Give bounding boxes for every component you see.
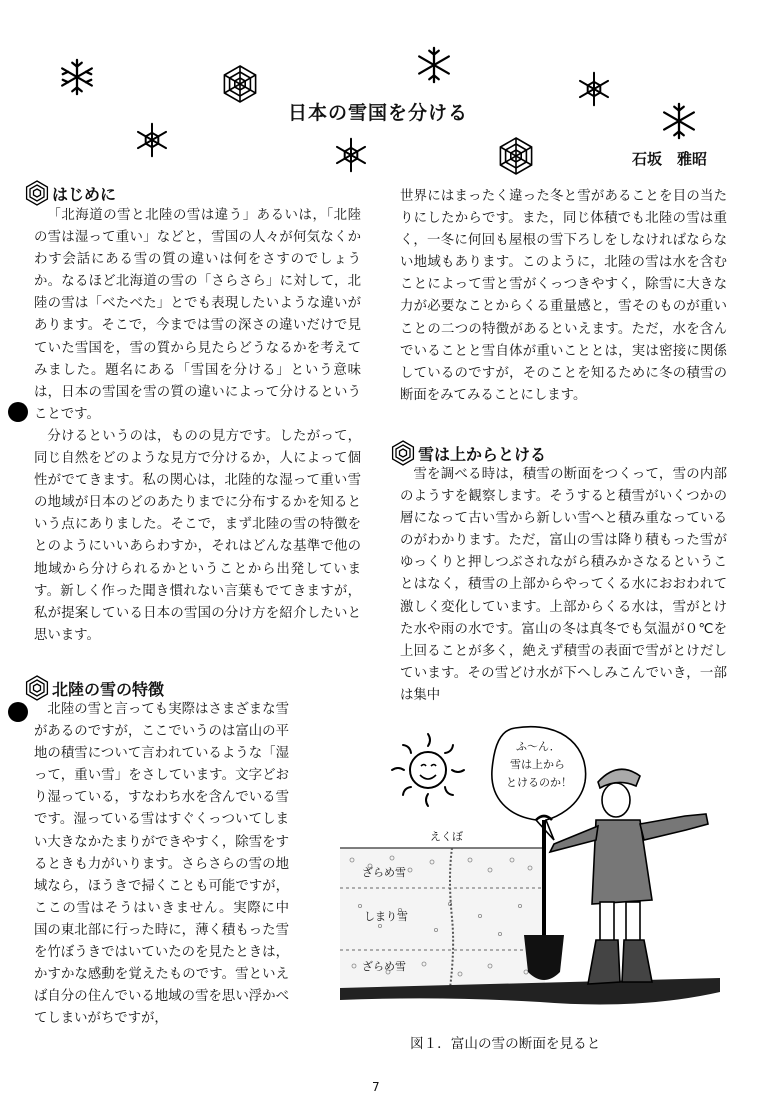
section-heading-text: 雪は上からとける: [418, 444, 547, 464]
snowflake-icon: [415, 46, 453, 84]
binder-hole: [8, 402, 28, 422]
figure-caption: 図１．富山の雪の断面を見ると: [410, 1036, 601, 1052]
melt-body: [400, 464, 727, 707]
right-continuation-body: [400, 186, 727, 407]
hexagon-bullet-icon: [24, 675, 50, 701]
paragraph: 世界にはまったく違った冬と雪があることを目の当たりにしたからです。また，同じ体積でも北陸の雪は重く，一冬に何回も屋根の雪下ろしをしなければならない地域もあります。このように，北陸の雪は水を含むことによって雪と雪がくっつきやすく，除雪に大きな力が必要なことからくる重量感と，雪そのものが重いことの二つの特徴があるといえます。ただ，水を含んでいることと雪自体が重いこととは，実は密接に関係しているのですが，そのことを知るために冬の積雪の断面をみてみることにします。: [400, 189, 727, 403]
snowflake-icon: [333, 137, 369, 173]
speech-line: 雪は上から: [510, 758, 565, 771]
paragraph: 北陸の雪と言っても実際はさまざまな雪があるのですが，ここでいうのは富山の平地の積雪について言われているような「湿って，重い雪」をさしています。文字どおり湿っている，すなわち水を含んでいる雪です。湿っている雪はすぐくっついてしまい大きなかたまりができやすく，除雪をするときも力がいります。さらさらの雪の地域なら，ほうきで掃くことも可能ですが，ここの雪はそうはいきません。実際に中国の東北部に行った時に，薄く積もった雪を竹ぼうきではいていたのを見たときは，かすかな感動を覚えたものです。雪といえば自分の住んでいる地域の雪を思い浮かべてしまいがちですが，: [34, 702, 289, 1027]
figure-label-ekubo: えくぼ: [430, 830, 463, 843]
paragraph: 分けるというのは，ものの見方です。したがって，同じ自然をどのような見方で分けるか，人によって個性がでてきます。私の関心は，北陸的な湿って重い雪の地域が日本のどのあたりまでに分布するかを知るという点にありました。そこで，まず北陸の雪の特徴をとのようにいいあらわすか，それはどんな基準で他の地域から分けられるかということから出発しています。新しく作った聞き慣れない言葉もでてきますが，私が提案している日本の雪国の分け方を紹介したいと思います。: [34, 428, 361, 643]
section-heading-text: 北陸の雪の特徴: [52, 679, 165, 699]
figure-label-shimari: しまり雪: [364, 910, 408, 923]
paragraph: 雪を調べる時は，積雪の断面をつくって，雪の内部のようすを観察します。そうすると積雪がいくつかの層になって古い雪から新しい雪へと積み重なっているのがわかります。ただ，富山の雪は降り積もった雪がゆっくりと押しつぶされながら積みかさなるということはなく，積雪の上部からやってくる水におおわれて激しく変化しています。上部からくる水は，雪がとけた水や雨の水です。富山の冬は真冬でも気温が０℃を上回ることが多く，絶えず積雪の表面で雪がとけだしています。その雪どけ水が下へしみこんでいき，一部は集中: [400, 467, 727, 703]
figure-label-zarame: ざらめ雪: [362, 960, 406, 973]
hexagon-snowflake-icon: [220, 64, 260, 104]
page-number: 7: [372, 1080, 380, 1094]
section-heading-text: はじめに: [52, 184, 117, 204]
author-name: 石坂 雅昭: [632, 150, 708, 168]
page-title: 日本の雪国を分ける: [288, 102, 469, 124]
figure-label-zarame: ざらめ雪: [362, 866, 406, 879]
section-heading-intro: [24, 180, 116, 206]
snowflake-icon: [134, 122, 170, 158]
snowflake-icon: [576, 71, 612, 107]
speech-line: ふ〜ん．: [516, 740, 561, 753]
section-heading-hokuriku: [24, 675, 164, 701]
hokuriku-body: [34, 699, 289, 1030]
snowflake-icon: [58, 58, 96, 96]
speech-line: とけるのか！: [506, 776, 572, 789]
paragraph: 「北海道の雪と北陸の雪は違う」あるいは，「北陸の雪は湿って重い」などと，雪国の人々が何気なくかわす会話にある雪の質の違いは何をさすのでしょうか。なるほど北海道の雪の「さらさら」に対して，北陸の雪は「べたべた」とでも表現したいような違いがあります。そこで，今までは雪の深さの違いだけで見ていた雪国を，雪の質から見たらどうなるかを考えてみました。題名にある「雪国を分ける」という意味は，日本の雪国を雪の質の違いによって分けるということです。: [34, 208, 361, 422]
hexagon-snowflake-icon: [496, 136, 536, 176]
section-heading-melt: [390, 440, 546, 466]
snowflake-icon: [660, 102, 698, 140]
intro-body: [34, 205, 361, 647]
sun-icon: [392, 734, 464, 806]
hexagon-bullet-icon: [24, 180, 50, 206]
binder-hole: [8, 702, 28, 722]
snow-cross-section-figure: [340, 720, 720, 1020]
hexagon-bullet-icon: [390, 440, 416, 466]
